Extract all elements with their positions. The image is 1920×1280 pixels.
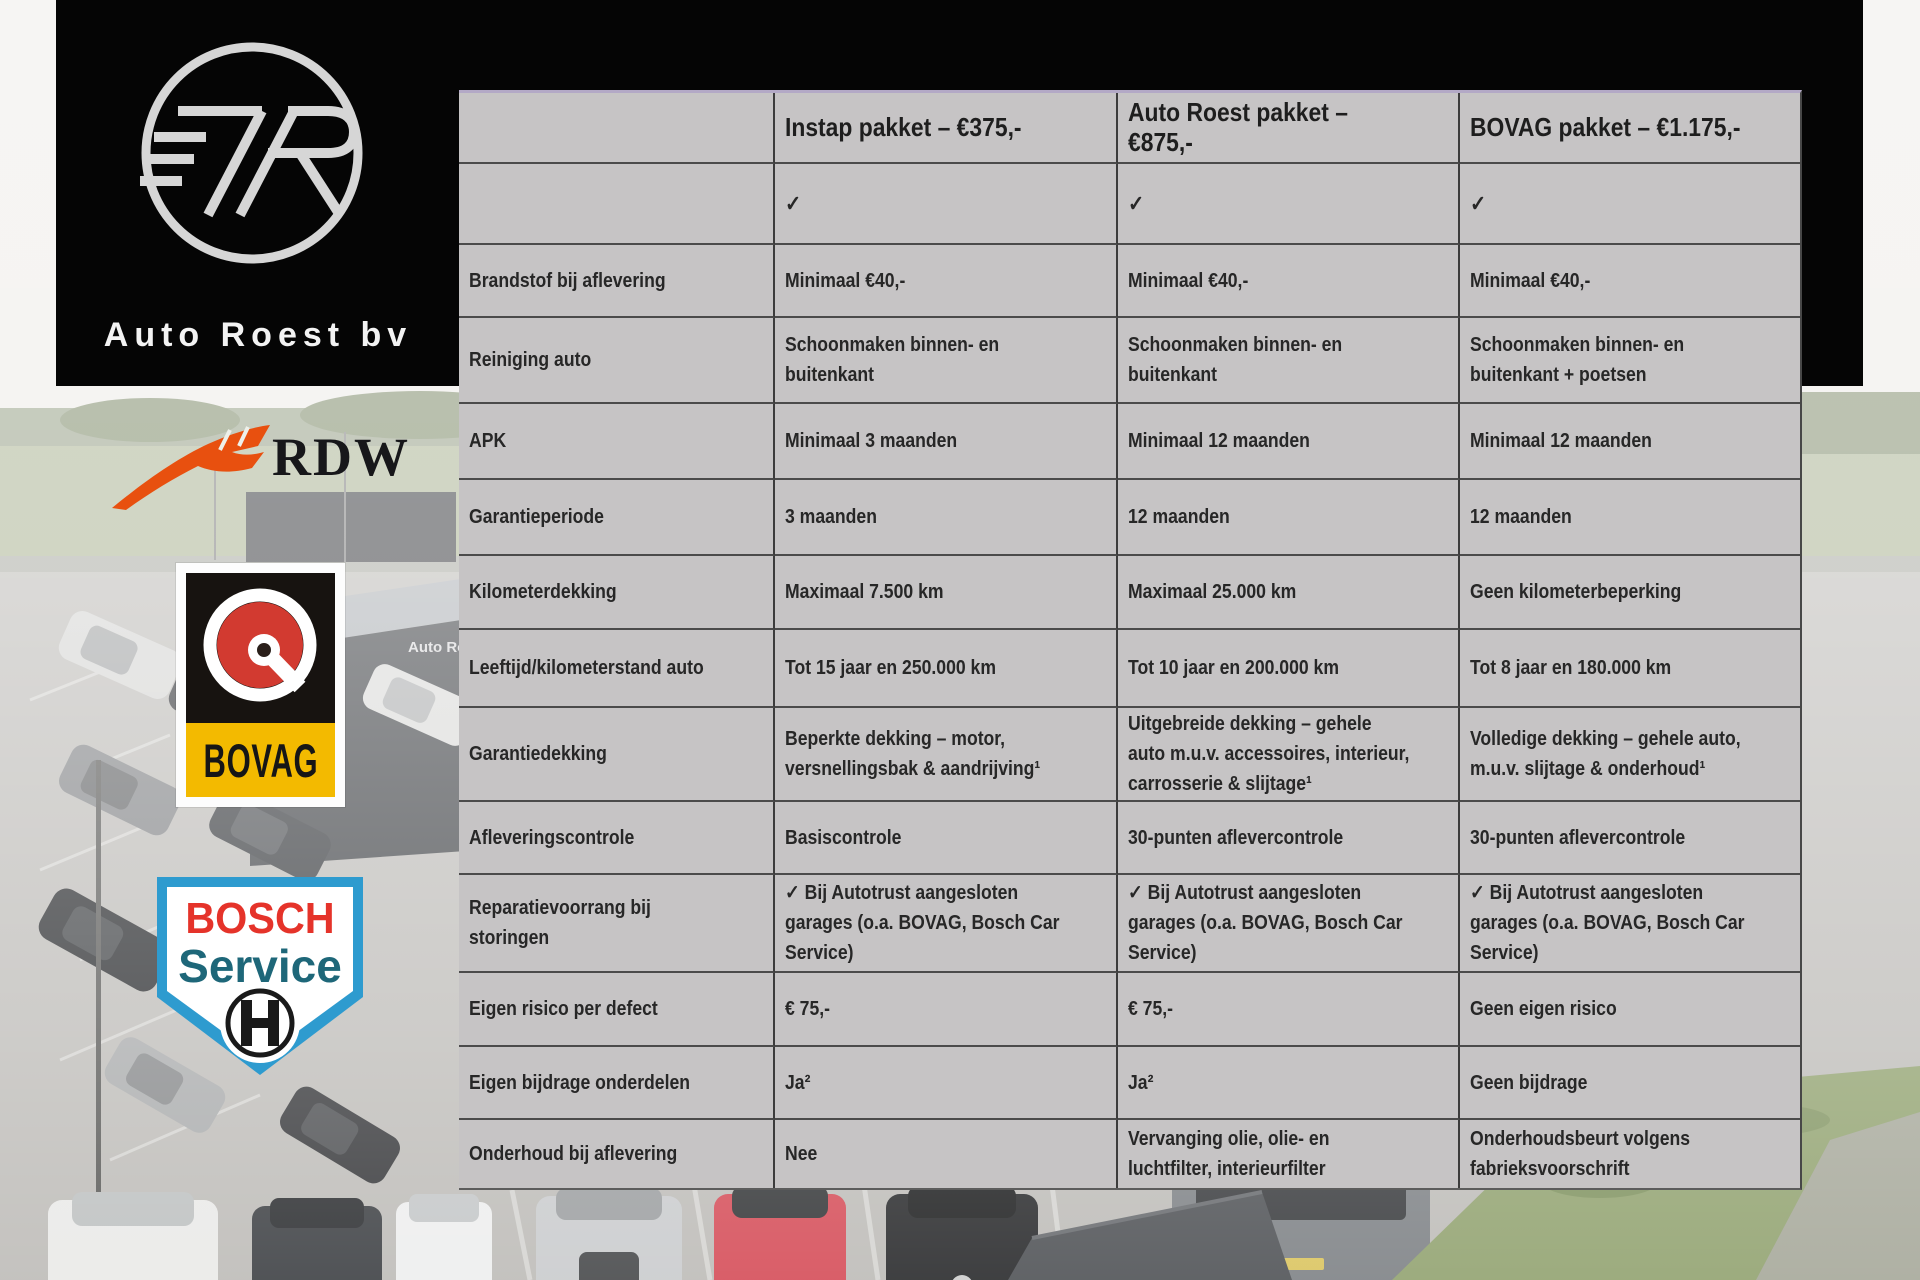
row-label: Garantieperiode	[459, 480, 775, 556]
rdw-wordmark: RDW	[272, 427, 410, 487]
bovag-wordmark: BOVAG	[203, 733, 318, 787]
table-cell: Tot 8 jaar en 180.000 km	[1460, 630, 1800, 708]
row-label: APK	[459, 404, 775, 480]
table-cell: Beperkte dekking – motor, versnellingsbak & aandrijving¹	[775, 708, 1118, 802]
table-cell: Minimaal €40,-	[1118, 245, 1460, 318]
table-cell: Vervanging olie, olie- en luchtfilter, interieurfilter	[1118, 1120, 1460, 1188]
row-label: Reiniging auto	[459, 318, 775, 404]
table-cell: Minimaal 12 maanden	[1460, 404, 1800, 480]
table-cell: Nee	[775, 1120, 1118, 1188]
table-cell: Minimaal €40,-	[1460, 245, 1800, 318]
auto-roest-monogram-icon	[132, 33, 372, 273]
table-cell: Minimaal 12 maanden	[1118, 404, 1460, 480]
service-wordmark: Service	[178, 940, 342, 992]
column-header-bovag: BOVAG pakket – €1.175,-	[1460, 93, 1800, 164]
table-cell: 30-punten aflevercontrole	[1118, 802, 1460, 875]
table-cell: 30-punten aflevercontrole	[1460, 802, 1800, 875]
table-cell: Tot 15 jaar en 250.000 km	[775, 630, 1118, 708]
table-cell: € 75,-	[1118, 973, 1460, 1047]
table-cell: Schoonmaken binnen- en buitenkant + poetsen	[1460, 318, 1800, 404]
table-cell: ✓	[1460, 164, 1800, 245]
table-cell: Maximaal 25.000 km	[1118, 556, 1460, 630]
table-cell: Minimaal €40,-	[775, 245, 1118, 318]
table-cell: ✓ Bij Autotrust aangesloten garages (o.a. BOVAG, Bosch Car Service)	[775, 875, 1118, 973]
column-header-instap: Instap pakket – €375,-	[775, 93, 1118, 164]
table-cell: Ja²	[775, 1047, 1118, 1120]
table-cell: 12 maanden	[1460, 480, 1800, 556]
rdw-logo	[112, 420, 412, 512]
row-label: Leeftijd/kilometerstand auto	[459, 630, 775, 708]
table-cell: Schoonmaken binnen- en buitenkant	[1118, 318, 1460, 404]
row-label: Reparatievoorrang bij storingen	[459, 875, 775, 973]
company-name: Auto Roest bv	[103, 316, 413, 354]
bovag-emblem-icon	[186, 573, 335, 723]
bosch-service-logo	[157, 877, 363, 1075]
row-label: Brandstof bij aflevering	[459, 245, 775, 318]
table-cell: Geen kilometerbeperking	[1460, 556, 1800, 630]
table-cell: Basiscontrole	[775, 802, 1118, 875]
table-cell: ✓	[1118, 164, 1460, 245]
table-cell: 12 maanden	[1118, 480, 1460, 556]
auto-roest-logo	[56, 0, 460, 386]
row-label: Eigen bijdrage onderdelen	[459, 1047, 775, 1120]
table-cell: Maximaal 7.500 km	[775, 556, 1118, 630]
table-cell: 3 maanden	[775, 480, 1118, 556]
row-label	[459, 164, 775, 245]
bosch-wordmark: BOSCH	[185, 894, 335, 943]
table-cell: Tot 10 jaar en 200.000 km	[1118, 630, 1460, 708]
table-cell: Geen bijdrage	[1460, 1047, 1800, 1120]
table-cell: ✓	[775, 164, 1118, 245]
bovag-logo	[176, 563, 345, 807]
column-header-auto-roest: Auto Roest pakket – €875,-	[1118, 93, 1460, 164]
table-cell: Uitgebreide dekking – gehele auto m.u.v. accessoires, interieur, carrosserie & slijtage¹	[1118, 708, 1460, 802]
row-label: Afleveringscontrole	[459, 802, 775, 875]
table-cell: Volledige dekking – gehele auto, m.u.v. slijtage & onderhoud¹	[1460, 708, 1800, 802]
table-cell: ✓ Bij Autotrust aangesloten garages (o.a. BOVAG, Bosch Car Service)	[1118, 875, 1460, 973]
table-cell: Ja²	[1118, 1047, 1460, 1120]
row-label: Onderhoud bij aflevering	[459, 1120, 775, 1188]
rdw-swoosh-icon	[112, 422, 272, 514]
row-label: Garantiedekking	[459, 708, 775, 802]
row-label: Kilometerdekking	[459, 556, 775, 630]
table-cell: Minimaal 3 maanden	[775, 404, 1118, 480]
table-cell: € 75,-	[775, 973, 1118, 1047]
bosch-armature-icon	[220, 983, 300, 1063]
package-comparison-table	[459, 90, 1802, 1190]
bovag-yellow-band	[186, 723, 335, 797]
table-cell: Geen eigen risico	[1460, 973, 1800, 1047]
row-label: Eigen risico per defect	[459, 973, 775, 1047]
table-cell: ✓ Bij Autotrust aangesloten garages (o.a. BOVAG, Bosch Car Service)	[1460, 875, 1800, 973]
table-cell: Schoonmaken binnen- en buitenkant	[775, 318, 1118, 404]
table-cell: Onderhoudsbeurt volgens fabrieksvoorschrift	[1470, 1128, 1691, 1180]
column-header-empty	[459, 93, 775, 164]
